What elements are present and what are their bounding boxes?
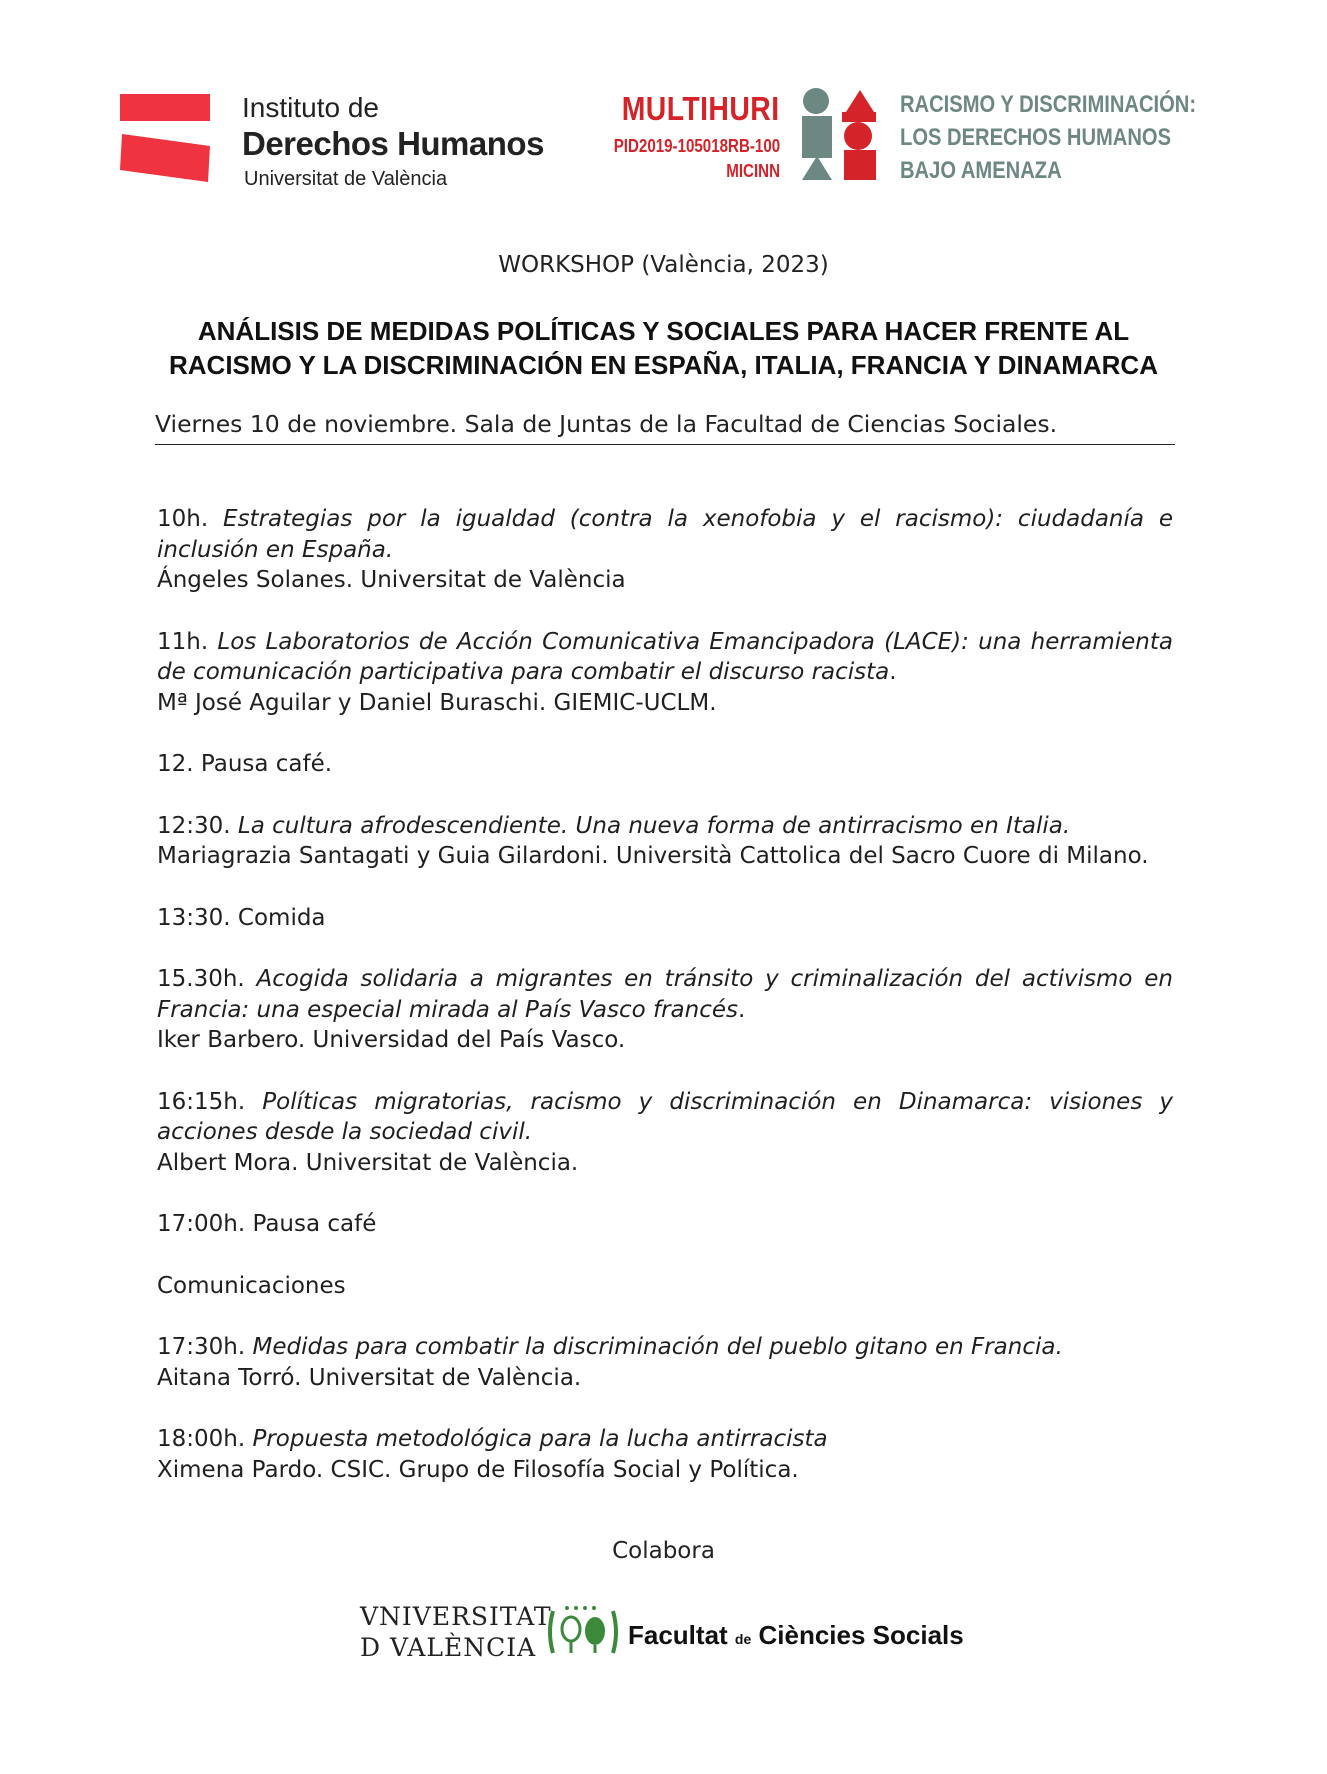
- program-item: [157, 1087, 1173, 1179]
- project-title-line1: RACISMO Y DISCRIMINACIÓN:: [900, 91, 1197, 118]
- talk-title: Acogida solidaria a migrantes en tránsito y criminalización del activismo en Francia: una especial mirada al País Vasco francés: [157, 966, 1173, 1023]
- uv-name-line2: D VALÈNCIA: [360, 1633, 537, 1662]
- talk-line: [157, 811, 1173, 842]
- talk-line: [157, 964, 1173, 1025]
- talk-time: 18:00h.: [157, 1426, 246, 1452]
- talk-time: 11h.: [157, 628, 209, 655]
- faculty-name-part1: Facultat: [628, 1620, 728, 1650]
- program-item: [157, 504, 1173, 596]
- uv-name-line1: VNIVERSITAT: [360, 1602, 552, 1631]
- institute-logo: [120, 94, 560, 194]
- talk-title: Medidas para combatir la discriminación del pueblo gitano en Francia.: [252, 1334, 1063, 1360]
- talk-title-tail: .: [889, 659, 897, 685]
- program-item: [157, 749, 1173, 780]
- program-item: [157, 811, 1173, 872]
- program-plain-line: 17:00h. Pausa café: [157, 1211, 377, 1237]
- institute-name-line1: Instituto de: [242, 92, 379, 123]
- talk-line: [157, 1332, 1173, 1363]
- institute-name-line3: Universitat de València: [244, 168, 448, 190]
- institute-logo-mark-icon: [120, 94, 212, 186]
- talk-speaker: Albert Mora. Universitat de València.: [157, 1149, 579, 1176]
- program-item: [157, 1332, 1173, 1393]
- footer-logo: [360, 1600, 980, 1670]
- date-venue-line: Viernes 10 de noviembre. Sala de Juntas de la Facultad de Ciencias Sociales.: [155, 410, 1175, 445]
- talk-speaker: Ximena Pardo. CSIC. Grupo de Filosofía Social y Política.: [157, 1456, 799, 1483]
- talk-speaker: Mª José Aguilar y Daniel Buraschi. GIEMIC-UCLM.: [157, 689, 717, 716]
- multihuri-code: PID2019-105018RB-100: [613, 136, 780, 156]
- program-plain-line: Comunicaciones: [157, 1272, 346, 1299]
- talk-line: [157, 627, 1173, 688]
- talk-speaker: Aitana Torró. Universitat de València.: [157, 1364, 582, 1391]
- talk-title: Políticas migratorias, racismo y discriminación en Dinamarca: visiones y acciones desde la sociedad civil.: [157, 1088, 1174, 1145]
- program-list: [157, 504, 1173, 1516]
- uv-emblem-icon: [545, 1603, 621, 1661]
- talk-title: Los Laboratorios de Acción Comunicativa Emancipadora (LACE): una herramienta de comunicación participativa para combatir el discurso racista: [157, 628, 1173, 685]
- multihuri-logo: [600, 88, 1200, 188]
- talk-title: Estrategias por la igualdad (contra la xenofobia y el racismo): ciudadanía e inclusión en España.: [157, 506, 1174, 563]
- talk-time: 10h.: [157, 506, 209, 532]
- talk-line: [157, 1424, 1173, 1455]
- multihuri-agency: MICINN: [726, 161, 780, 181]
- title-line2: RACISMO Y LA DISCRIMINACIÓN EN ESPAÑA, ITALIA, FRANCIA Y DINAMARCA: [168, 350, 1158, 380]
- talk-time: 16:15h.: [157, 1088, 246, 1115]
- faculty-name-part3: Ciències Socials: [758, 1620, 964, 1650]
- talk-title-tail: .: [738, 996, 746, 1023]
- talk-time: 12:30.: [157, 812, 231, 839]
- faculty-name: [628, 1620, 964, 1651]
- multihuri-title: MULTIHURI: [622, 90, 780, 127]
- program-item: [157, 1271, 1173, 1302]
- talk-speaker: Mariagrazia Santagati y Guia Gilardoni. Università Cattolica del Sacro Cuore di Milano.: [157, 843, 1149, 869]
- project-title-line2: LOS DERECHOS HUMANOS: [900, 124, 1172, 151]
- talk-time: 15.30h.: [157, 966, 245, 992]
- talk-line: [157, 504, 1173, 565]
- faculty-name-part2: de: [734, 1631, 752, 1647]
- talk-title: La cultura afrodescendiente. Una nueva forma de antirracismo en Italia.: [237, 812, 1071, 839]
- multihuri-shapes-icon: [800, 88, 880, 184]
- talk-time: 17:30h.: [157, 1334, 246, 1360]
- talk-line: [157, 1087, 1173, 1148]
- talk-speaker: Ángeles Solanes. Universitat de València: [157, 567, 626, 593]
- talk-title: Propuesta metodológica para la lucha antirracista: [252, 1426, 828, 1452]
- program-item: [157, 903, 1173, 934]
- talk-speaker: Iker Barbero. Universidad del País Vasco.: [157, 1027, 626, 1053]
- program-item: [157, 627, 1173, 719]
- multihuri-project-title: [900, 88, 1196, 187]
- program-item: [157, 1209, 1173, 1240]
- page-header: [0, 0, 1327, 220]
- project-title-line3: BAJO AMENAZA: [900, 157, 1062, 184]
- title-line1: ANÁLISIS DE MEDIDAS POLÍTICAS Y SOCIALES PARA HACER FRENTE AL: [197, 316, 1130, 346]
- program-item: [157, 1424, 1173, 1485]
- colabora-label: Colabora: [612, 1538, 715, 1564]
- program-plain-line: 12. Pausa café.: [157, 751, 333, 777]
- page-title: [0, 314, 1327, 382]
- program-plain-line: 13:30. Comida: [157, 904, 326, 931]
- program-item: [157, 964, 1173, 1056]
- workshop-label: WORKSHOP (València, 2023): [498, 252, 829, 278]
- institute-name-line2: Derechos Humanos: [242, 125, 544, 162]
